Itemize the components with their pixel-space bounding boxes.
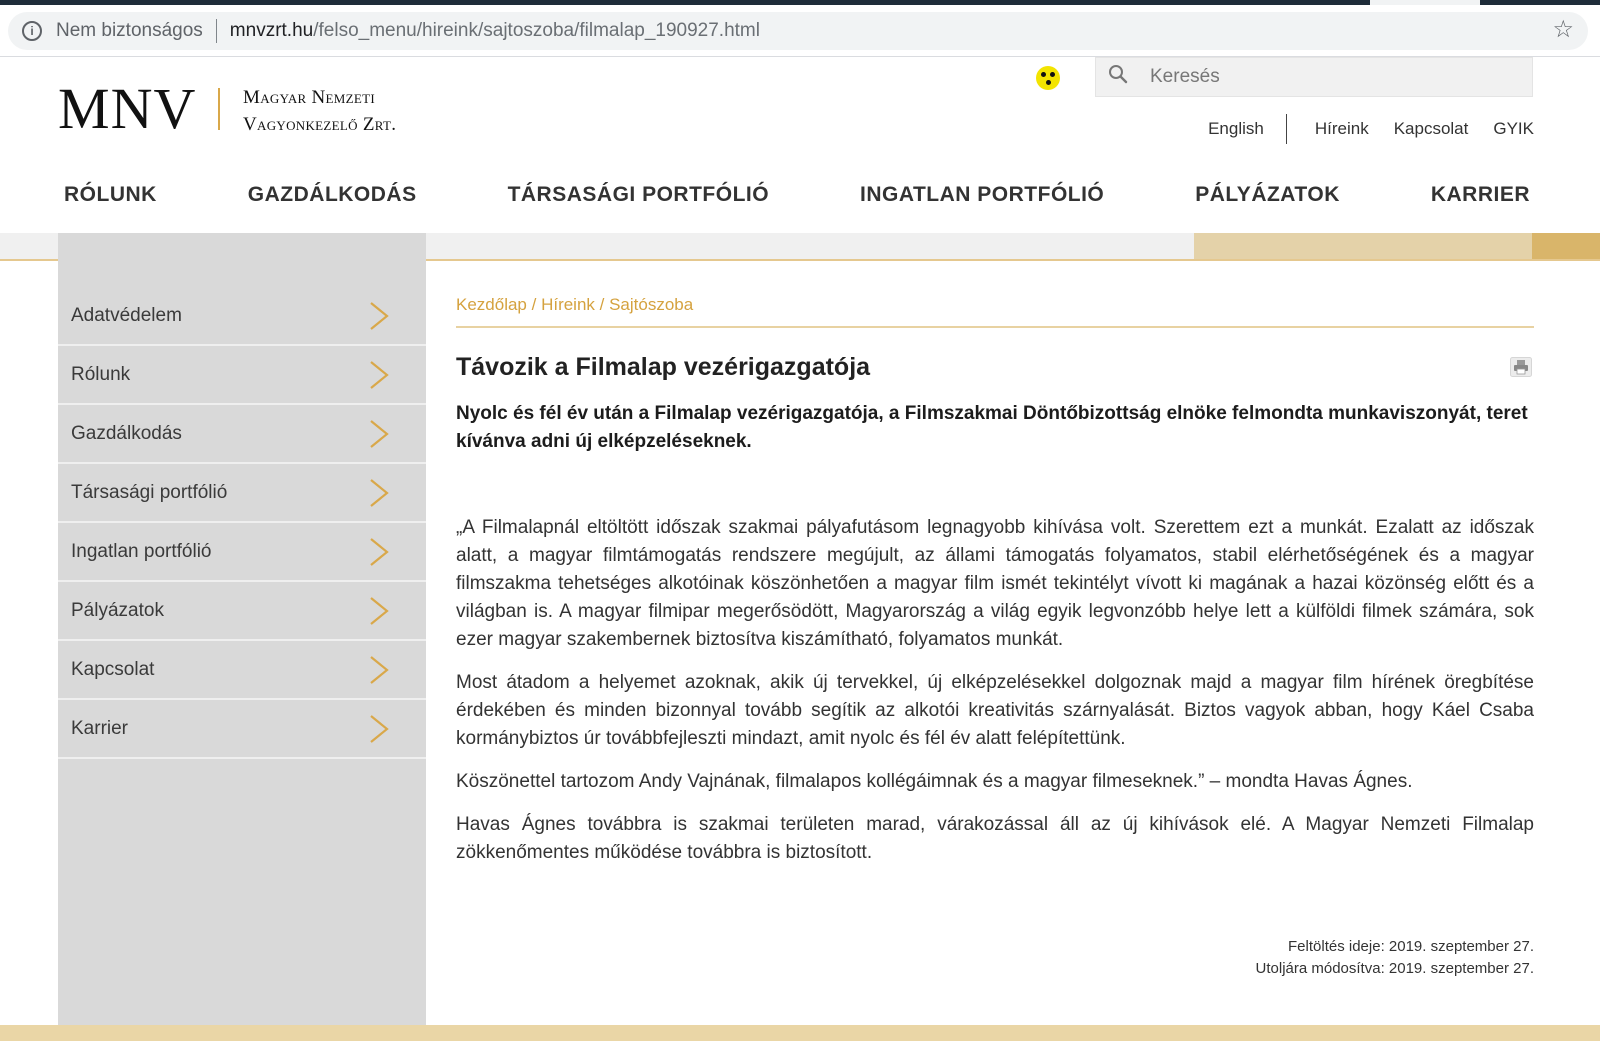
sidebar-item-label: Gazdálkodás: [71, 422, 182, 444]
address-divider: [216, 19, 217, 43]
sidebar-item-label: Karrier: [71, 717, 129, 739]
faq-link[interactable]: GYIK: [1493, 119, 1534, 138]
main-nav-item-rolunk[interactable]: RÓLUNK: [64, 183, 157, 206]
logo-divider: [218, 88, 220, 130]
article-paragraph: Köszönettel tartozom Andy Vajnának, filmalapos kollégáimnak és a magyar filmeseknek.” – mondta Havas Ágnes.: [456, 771, 1413, 792]
info-icon[interactable]: i: [22, 21, 42, 41]
modified-date: Utoljára módosítva: 2019. szeptember 27.: [1255, 960, 1534, 977]
sidebar-item-tarsasagi-portfolio[interactable]: [58, 464, 426, 523]
search-icon[interactable]: [1108, 64, 1128, 84]
main-nav-item-tarsasagi-portfolio[interactable]: TÁRSASÁGI PORTFÓLIÓ: [507, 183, 770, 206]
band-gold-dark: [1532, 233, 1600, 259]
breadcrumb-home[interactable]: Kezdőlap: [456, 295, 527, 314]
accessibility-icon[interactable]: [1036, 66, 1060, 90]
url-path[interactable]: /felso_menu/hireink/sajtoszoba/filmalap_190927.html: [313, 20, 760, 41]
contact-link[interactable]: Kapcsolat: [1393, 119, 1469, 138]
main-nav-item-ingatlan-portfolio[interactable]: INGATLAN PORTFÓLIÓ: [860, 183, 1105, 206]
band-gold-light: [1194, 233, 1532, 259]
bookmark-star-icon[interactable]: ☆: [1552, 16, 1574, 43]
sidebar-item-ingatlan-portfolio[interactable]: [58, 523, 426, 582]
breadcrumb-separator: /: [526, 295, 542, 314]
sidebar: [58, 233, 426, 1025]
breadcrumb-news[interactable]: Híreink: [541, 295, 595, 314]
chevron-right-icon: [368, 478, 390, 508]
security-label[interactable]: Nem biztonságos: [56, 20, 203, 41]
sidebar-item-label: Pályázatok: [71, 599, 164, 621]
main-nav-item-palyazatok[interactable]: PÁLYÁZATOK: [1195, 183, 1340, 206]
article-paragraph: „A Filmalapnál eltöltött időszak szakmai pályafutásom legnagyobb kihívása volt. Szerettem ezt a munkát. Ezalatt az időszak alatt, a magyar filmtámogatás rendszere megújult, az állami támogatás folyamatos, stabil elérhetőségének és a magyar filmszakma tehetséges alkotóinak köszönhetően a magyar film ismét tekintélyt vívott ki magának a hazai közönség előtt és a világban is. A magyar filmipar megerősödött, Magyarország a világ egyik legvonzóbb helye lett a külföldi filmek számára, sok ezer magyar szakembernek biztosítva kiszámítható, folyamatos munkát.: [456, 517, 1534, 650]
article-paragraph: Most átadom a helyemet azoknak, akik új tervekkel, új elképzelésekkel dolgoznak majd a magyar film hírének öregbítése érdekében és minden bizonnyal tovább segítik az alkotói kreativitás szárnyalását. Biztos vagyok abban, hogy Káel Csaba kormánybiztos úr továbbfejleszti mindazt, amit nyolc és fél év alatt felépítettünk.: [456, 672, 1534, 749]
breadcrumb: [456, 295, 1534, 328]
article-body: [456, 514, 1534, 867]
news-link[interactable]: Híreink: [1314, 119, 1369, 138]
logo-line-2: Vagyonkezelő Zrt.: [243, 114, 397, 135]
main-nav-item-gazdalkodas[interactable]: GAZDÁLKODÁS: [247, 183, 417, 206]
site-logo[interactable]: MNV: [58, 76, 197, 141]
chevron-right-icon: [368, 714, 390, 744]
sidebar-item-label: Rólunk: [71, 363, 131, 385]
main-nav-item-karrier[interactable]: KARRIER: [1430, 183, 1530, 206]
sidebar-item-palyazatok[interactable]: [58, 582, 426, 641]
address-bar[interactable]: [8, 12, 1588, 50]
chevron-right-icon: [368, 360, 390, 390]
sidebar-item-label: Kapcsolat: [71, 658, 155, 680]
chevron-right-icon: [368, 655, 390, 685]
site-logo-text[interactable]: [243, 84, 396, 138]
sidebar-item-kapcsolat[interactable]: [58, 641, 426, 700]
sidebar-item-rolunk[interactable]: [58, 346, 426, 405]
breadcrumb-separator: /: [594, 295, 610, 314]
footer-bar: [0, 1025, 1600, 1041]
article-meta: [1256, 936, 1534, 980]
english-link[interactable]: English: [1208, 119, 1264, 138]
url-host[interactable]: mnvzrt.hu: [229, 20, 314, 41]
upload-date: Feltöltés ideje: 2019. szeptember 27.: [1288, 938, 1534, 955]
chevron-right-icon: [368, 537, 390, 567]
chevron-right-icon: [368, 419, 390, 449]
sidebar-item-karrier[interactable]: [58, 700, 426, 759]
sidebar-item-label: Adatvédelem: [71, 304, 182, 326]
chevron-right-icon: [368, 596, 390, 626]
sidebar-item-label: Társasági portfólió: [71, 481, 228, 503]
search-input[interactable]: [1150, 58, 1520, 96]
page-title: Távozik a Filmalap vezérigazgatója: [456, 353, 871, 381]
chevron-right-icon: [368, 301, 390, 331]
sidebar-item-gazdalkodas[interactable]: [58, 405, 426, 464]
sidebar-menu: [58, 287, 426, 759]
title-row: [456, 353, 1534, 382]
logo-line-1: Magyar Nemzeti: [243, 87, 375, 108]
article-lead: Nyolc és fél év után a Filmalap vezérigazgatója, a Filmszakmai Döntőbizottság elnöke felmondta munkaviszonyát, teret kívánva adni új elképzeléseknek.: [456, 403, 1528, 452]
article-content: [456, 261, 1534, 882]
sidebar-item-adatvedelem[interactable]: [58, 287, 426, 346]
sidebar-item-label: Ingatlan portfólió: [71, 540, 212, 562]
browser-toolbar: [0, 5, 1600, 57]
main-nav: [64, 183, 1530, 207]
search-box[interactable]: [1095, 57, 1533, 97]
article-paragraph: Havas Ágnes továbbra is szakmai területen marad, várakozással áll az új kihívások elé. A Magyar Nemzeti Filmalap zökkenőmentes működése továbbra is biztosított.: [456, 814, 1534, 863]
print-icon[interactable]: [1510, 357, 1532, 377]
utility-nav: [1208, 114, 1534, 144]
utility-divider: [1286, 114, 1287, 144]
breadcrumb-press[interactable]: Sajtószoba: [609, 295, 694, 314]
